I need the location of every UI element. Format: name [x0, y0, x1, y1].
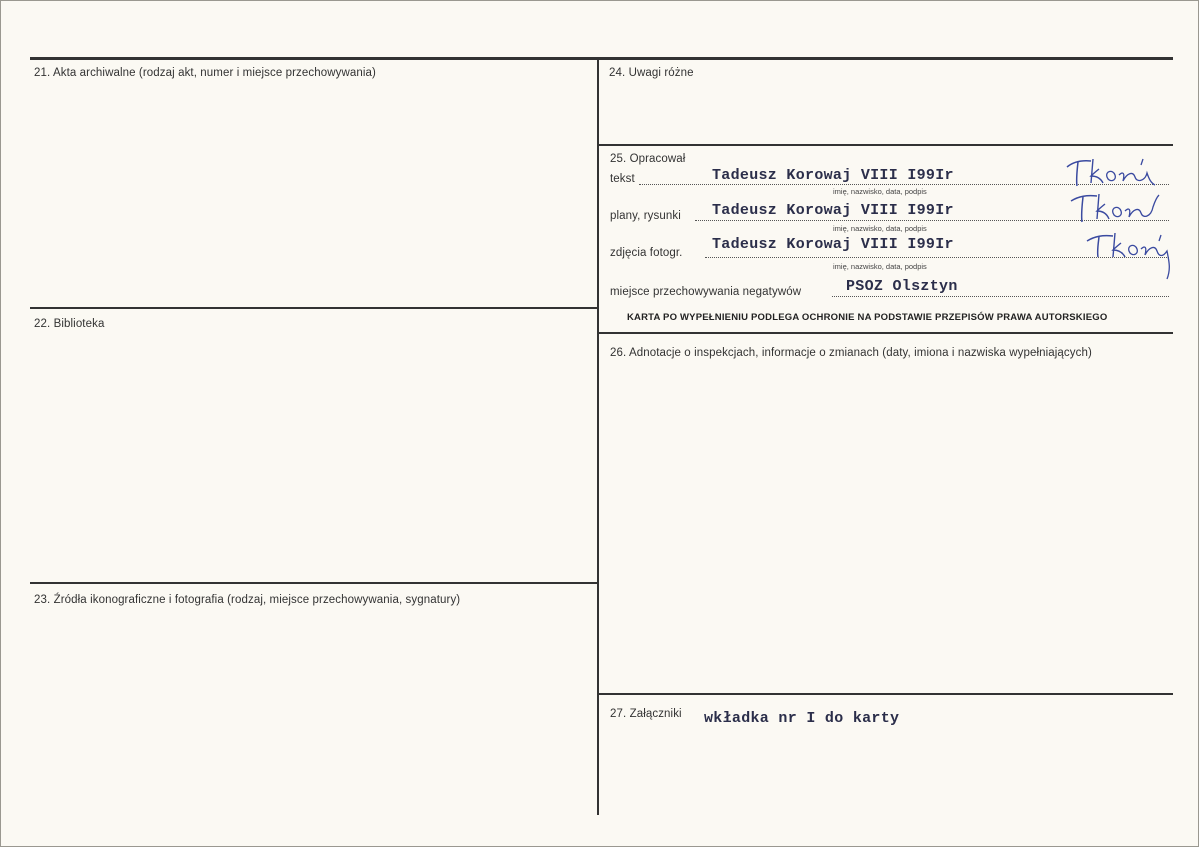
rule-22-23 — [30, 582, 598, 584]
photos-author-value: Tadeusz Korowaj VIII I99Ir — [712, 236, 954, 253]
text-author-value: Tadeusz Korowaj VIII I99Ir — [712, 167, 954, 184]
section-26-label: 26. Adnotacje o inspekcjach, informacje o zmianach (daty, imiona i nazwiska wypełniających) — [610, 347, 1092, 359]
negatives-location-label: miejsce przechowywania negatywów — [610, 286, 802, 298]
signature-plans-author — [1067, 189, 1171, 227]
column-divider — [597, 57, 599, 815]
signature-text-author — [1063, 153, 1167, 191]
photos-author-hint: imię, nazwisko, data, podpis — [833, 262, 927, 271]
plans-author-label: plany, rysunki — [610, 210, 681, 222]
section-27-label: 27. Załączniki — [610, 708, 682, 720]
negatives-location-value: PSOZ Olsztyn — [846, 278, 958, 295]
copyright-notice: KARTA PO WYPEŁNIENIU PODLEGA OCHRONIE NA PODSTAWIE PRZEPISÓW PRAWA AUTORSKIEGO — [627, 312, 1108, 323]
plans-author-value: Tadeusz Korowaj VIII I99Ir — [712, 202, 954, 219]
section-22-label: 22. Biblioteka — [34, 318, 105, 330]
rule-25-26 — [598, 332, 1173, 334]
top-rule — [30, 57, 1173, 60]
negatives-location-line — [832, 296, 1169, 297]
section-24-label: 24. Uwagi różne — [609, 67, 694, 79]
signature-photos-author — [1083, 227, 1183, 283]
attachments-value: wkładka nr I do karty — [704, 710, 900, 727]
section-25-label: 25. Opracował — [610, 153, 686, 165]
photos-author-label: zdjęcia fotogr. — [610, 247, 683, 259]
text-author-label: tekst — [610, 173, 635, 185]
plans-author-hint: imię, nazwisko, data, podpis — [833, 224, 927, 233]
rule-26-27 — [598, 693, 1173, 695]
section-21-label: 21. Akta archiwalne (rodzaj akt, numer i miejsce przechowywania) — [34, 67, 376, 79]
rule-21-22 — [30, 307, 598, 309]
section-23-label: 23. Źródła ikonograficzne i fotografia (rodzaj, miejsce przechowywania, sygnatury) — [34, 594, 461, 606]
text-author-hint: imię, nazwisko, data, podpis — [833, 187, 927, 196]
rule-24-25 — [598, 144, 1173, 146]
